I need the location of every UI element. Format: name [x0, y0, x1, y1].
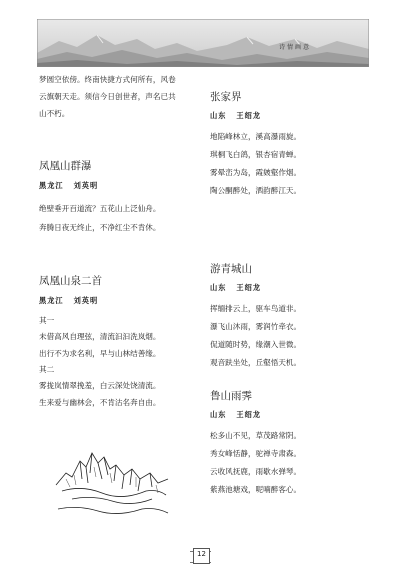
author-name: 刘英明: [73, 296, 99, 305]
text-line: 山不朽。: [39, 109, 70, 118]
poem-author: [39, 181, 199, 191]
section-label: 其二: [39, 365, 55, 374]
author-region: 山东: [210, 410, 227, 419]
poem-fenghuang-springs: [39, 273, 199, 408]
text-line: 云旗朝天走。须信今日创世者，声名已共: [39, 92, 176, 101]
poem-lushan: [210, 388, 380, 495]
banner-title: 诗情画意: [278, 44, 311, 51]
author-region: 黑龙江: [39, 296, 64, 305]
poem-fenghuang-falls: [39, 158, 199, 233]
poem-line: 秀女峰恬静，驼禅寺肃森。: [210, 449, 302, 458]
poem-line: 地陷峰林立，溪高瀑雨旋。: [210, 132, 302, 141]
page-number-box: [193, 548, 210, 564]
poem-line: 紫燕池塘戏，呢喃醉客心。: [210, 485, 302, 494]
section-label: 其一: [39, 316, 55, 325]
poem-line: 琪桐飞白鸽，银杏宿青蝉。: [210, 150, 302, 159]
poem-line: 奔腾日夜无终止，不净红尘不肯休。: [39, 223, 161, 232]
poem-zhangjiajie: [210, 89, 380, 196]
poem-line: 观音趺坐处，丘壑悟天机。: [210, 358, 302, 367]
author-region: 山东: [210, 111, 227, 120]
poem-line: 陶公酮醉处，洒韵醉江天。: [210, 186, 302, 195]
poem-title: 鲁山雨霁: [210, 390, 252, 402]
poem-title: 游青城山: [210, 263, 252, 275]
poem-line: 云收风抚鹿，雨歇水弹琴。: [210, 467, 302, 476]
poem-line: 生来爱与幽林会，不肯沽名奔自由。: [39, 398, 161, 407]
poem-line: 挥缅排云上，驱车鸟道非。: [210, 304, 302, 313]
poem-line: 出行不为求名利，早与山林结善缘。: [39, 349, 161, 358]
poem-title: 张家界: [210, 91, 242, 103]
page-number: 12: [197, 550, 206, 558]
text-line: 梦圆空依傍。终南快捷方式何所有，风卷: [39, 75, 176, 84]
poem-title: 凤凰山群瀑: [39, 160, 92, 172]
mountain-sketch-image: [52, 439, 172, 519]
author-name: 王绍龙: [236, 410, 261, 419]
poem-qingcheng: [210, 261, 380, 368]
poem-line: 松多山不见，草茂路常阴。: [210, 431, 302, 440]
poem-title: 凤凰山泉二首: [39, 275, 102, 287]
intro-continuation: [39, 75, 199, 119]
author-name: 刘英明: [73, 181, 99, 190]
author-name: 王绍龙: [236, 111, 261, 120]
author-region: 黑龙江: [39, 181, 64, 190]
poem-line: 侃道随时势，缘潮入世微。: [210, 340, 302, 349]
poem-author: [210, 283, 380, 293]
mountain-landscape-image: [37, 19, 369, 67]
poem-line: 雾拢岚情翠挽羞，白云深处饶清流。: [39, 381, 161, 390]
poem-line: 瀑飞山沐雨，雾润竹牵衣。: [210, 322, 302, 331]
header-banner: [37, 19, 369, 67]
author-name: 王绍龙: [236, 283, 261, 292]
poem-author: [210, 111, 380, 121]
poem-author: [39, 296, 199, 306]
poem-author: [210, 410, 380, 420]
poem-line: 雾晕峦为岛，霞皴壑作烟。: [210, 168, 302, 177]
poem-line: 未借高风自理弦，清流汩汩洗岚烟。: [39, 332, 161, 341]
poem-line: 绝壁垂开百道流？五花山上泛仙舟。: [39, 204, 161, 213]
author-region: 山东: [210, 283, 227, 292]
